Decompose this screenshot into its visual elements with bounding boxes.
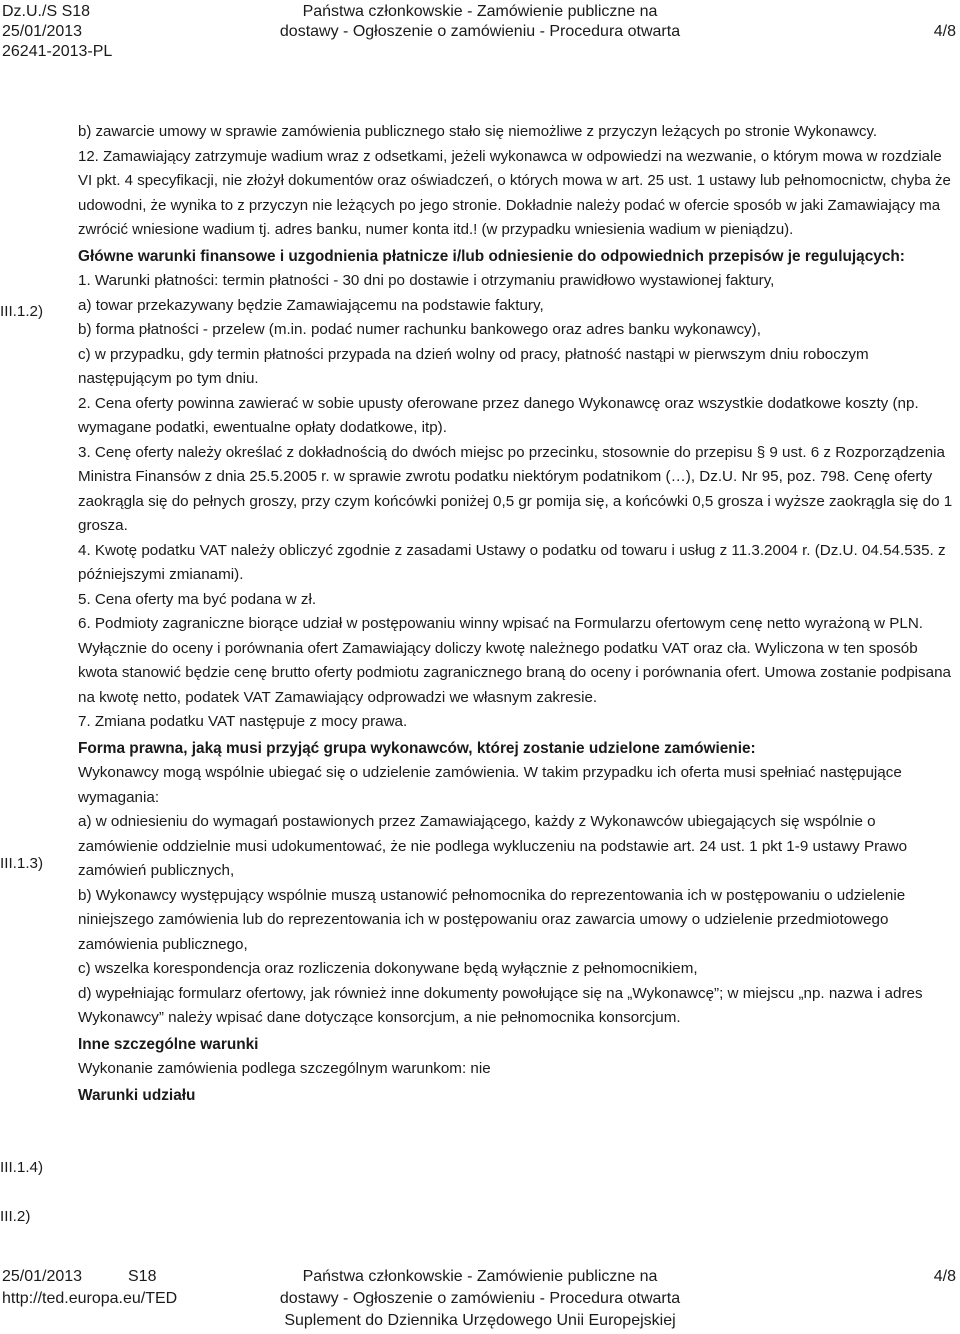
section-heading-financial: Główne warunki finansowe i uzgodnienia płatnicze i/lub odniesienie do odpowiednich przepisów je regulujących: — [78, 247, 905, 265]
paragraph: b) zawarcie umowy w sprawie zamówienia publicznego stało się niemożliwe z przyczyn leżących po stronie Wykonawcy. — [78, 123, 878, 140]
page-footer — [0, 1266, 960, 1334]
paragraph: 6. Podmioty zagraniczne biorące udział w postępowaniu winny wpisać na Formularzu ofertowym cenę netto wyrażoną w PLN. Wyłącznie do oceny i porównania ofert Zamawiający doliczy kwotę należnego podatku VAT oraz cła. Wyliczona w ten sposób kwota stanowić będzie cenę brutto oferty podmiotu zagranicznego braną do oceny i porównania ofert. Umowa zostanie podpisana na kwotę netto, podatek VAT Zamawiający odprowadzi we własnym zakresie. — [78, 615, 951, 706]
paragraph: d) wypełniając formularz ofertowy, jak również inne dokumenty powołujące się na „Wykonawcę”; w miejscu „np. nazwa i adres Wykonawcy” należy wpisać dane dotyczące konsorcjum, a nie pełnomocnika konsorcjum. — [78, 984, 923, 1026]
section-number-iii-1-3: III.1.3) — [0, 855, 44, 872]
footer-title-line-2: dostawy - Ogłoszenie o zamówieniu - Procedura otwarta — [279, 1290, 681, 1307]
paragraph: a) towar przekazywany będzie Zamawiającemu na podstawie faktury, — [78, 296, 544, 314]
footer-center — [0, 1266, 960, 1332]
paragraph: 5. Cena oferty ma być podana w zł. — [78, 590, 317, 608]
section-heading-other-conditions: Inne szczególne warunki — [78, 1035, 259, 1053]
paragraph: 2. Cena oferty powinna zawierać w sobie upusty oferowane przez danego Wykonawcę oraz wszystkie dodatkowe koszty (np. wymagane podatki, ewentualne opłaty dodatkowe, itp). — [78, 394, 919, 436]
footer-title-line-1: Państwa członkowskie - Zamówienie publiczne na — [302, 1268, 658, 1285]
paragraph: 3. Cenę oferty należy określać z dokładnością do dwóch miejsc po przecinku, stosownie do przepisu § 9 ust. 6 z Rozporządzenia Ministra Finansów z dnia 25.5.2005 r. w sprawie zwrotu podatku niektórym podatnikom (…), Dz.U. Nr 95, poz. 798. Cenę oferty zaokrągla się do pełnych groszy, przy czym końcówki poniżej 0,5 gr pomija się, a końcówki 0,5 grosza i wyższe zaokrągla się do 1 grosza. — [78, 443, 953, 534]
paragraph: c) wszelka korespondencja oraz rozliczenia dokonywane będą wyłącznie z pełnomocnikiem, — [78, 960, 698, 977]
paragraph: b) Wykonawcy występujący wspólnie muszą ustanowić pełnomocnika do reprezentowania ich w postępowaniu o udzielenie niniejszego zamówienia lub do reprezentowania ich w postępowaniu oraz zawarcia umowy o udzielenie przedmiotowego zamówienia publicznego, — [78, 886, 906, 953]
header-title-line-1: Państwa członkowskie - Zamówienie publiczne na — [302, 3, 658, 20]
paragraph: a) w odniesieniu do wymagań postawionych przez Zamawiającego, każdy z Wykonawców ubiegających się wspólnie o zamówienie oddzielnie musi udokumentować, że nie podlega wykluczeniu na podstawie art. 24 ust. 1 pkt 1-9 ustawy Prawo zamówień publicznych, — [78, 813, 908, 879]
section-number-iii-1-4: III.1.4) — [0, 1159, 44, 1176]
paragraph: Wykonawcy mogą wspólnie ubiegać się o udzielenie zamówienia. W takim przypadku ich oferta musi spełniać następujące wymagania: — [78, 764, 902, 806]
header-title-line-2: dostawy - Ogłoszenie o zamówieniu - Procedura otwarta — [279, 23, 681, 40]
header-center — [0, 2, 960, 42]
section-number-iii-1-2: III.1.2) — [0, 303, 44, 320]
footer-title-line-3: Suplement do Dziennika Urzędowego Unii Europejskiej — [284, 1312, 676, 1329]
journal-ref: Dz.U./S S18 — [2, 3, 91, 20]
notice-number: 26241-2013-PL — [2, 43, 113, 60]
footer-series: S18 — [128, 1268, 157, 1285]
paragraph: 7. Zmiana podatku VAT następuje z mocy prawa. — [78, 713, 408, 730]
paragraph: c) w przypadku, gdy termin płatności przypada na dzień wolny od pracy, płatność nastąpi w pierwszym dniu roboczym następującym po tym dniu. — [78, 345, 869, 387]
page-header — [0, 2, 960, 68]
footer-url-link[interactable]: http://ted.europa.eu/TED — [2, 1290, 178, 1307]
footer-page-number: 4/8 — [933, 1268, 956, 1285]
paragraph: Wykonanie zamówienia podlega szczególnym warunkom: nie — [78, 1060, 491, 1077]
document-body — [78, 120, 956, 1108]
footer-date: 25/01/2013 — [2, 1268, 83, 1285]
section-heading-legal-form: Forma prawna, jaką musi przyjąć grupa wykonawców, której zostanie udzielone zamówienie: — [78, 739, 756, 757]
paragraph: b) forma płatności - przelew (m.in. podać numer rachunku bankowego oraz adres banku wykonawcy), — [78, 321, 761, 338]
paragraph: 1. Warunki płatności: termin płatności - 30 dni po dostawie i otrzymaniu prawidłowo wystawionej faktury, — [78, 272, 775, 289]
section-number-iii-2: III.2) — [0, 1208, 31, 1225]
paragraph: 4. Kwotę podatku VAT należy obliczyć zgodnie z zasadami Ustawy o podatku od towaru i usług z 11.3.2004 r. (Dz.U. 04.54.535. z późniejszymi zmianami). — [78, 541, 946, 583]
header-date: 25/01/2013 — [2, 23, 83, 40]
paragraph: 12. Zamawiający zatrzymuje wadium wraz z odsetkami, jeżeli wykonawca w odpowiedzi na wezwanie, o którym mowa w rozdziale VI pkt. 4 specyfikacji, nie złożył dokumentów oraz oświadczeń, o których mowa w art. 25 ust. 1 ustawy lub pełnomocnictw, chyba że udowodni, że wynika to z przyczyn nie leżących po jego stronie. Dokładnie należy podać w ofercie sposób w jaki Zamawiający ma zwrócić wniesione wadium tj. adres banku, numer konta itd.! (w przypadku wniesienia wadium w pieniądzu). — [78, 147, 951, 238]
header-page-number: 4/8 — [933, 23, 956, 40]
section-heading-participation: Warunki udziału — [78, 1086, 196, 1104]
